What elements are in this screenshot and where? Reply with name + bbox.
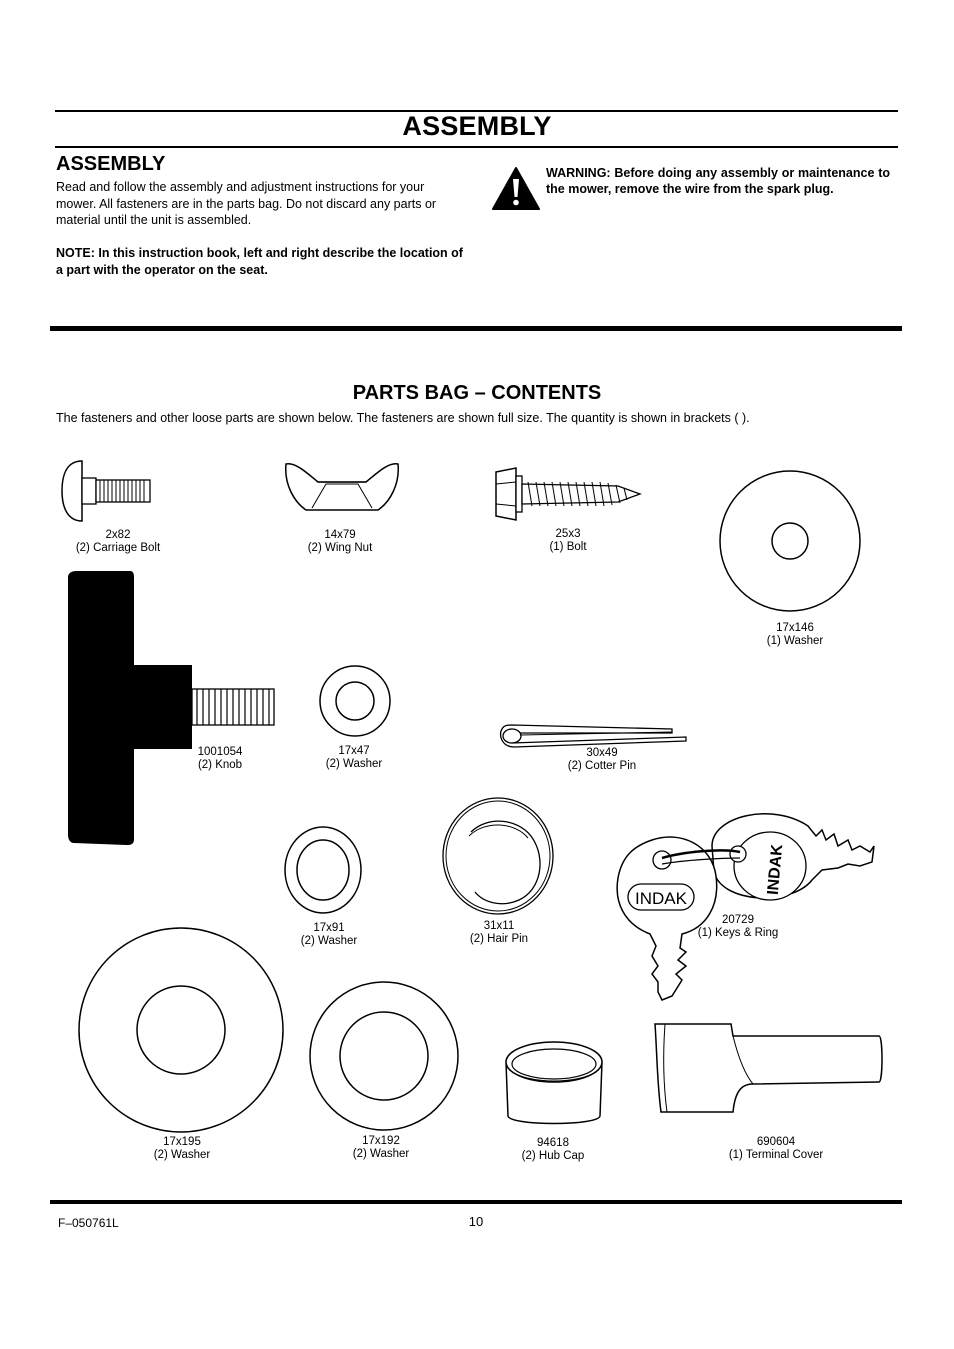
keys-and-ring-icon	[612, 806, 878, 1002]
exclamation-triangle-icon	[491, 166, 541, 211]
part-label-carriage-bolt: 2x82 (2) Carriage Bolt	[75, 529, 161, 554]
key-brand-front: INDAK	[635, 889, 687, 908]
hub-cap-icon	[502, 1040, 606, 1128]
knob-icon	[64, 569, 280, 847]
parts-bag-heading: PARTS BAG – CONTENTS	[352, 382, 602, 404]
terminal-cover-icon	[653, 1022, 885, 1116]
hair-pin-icon	[441, 796, 559, 918]
part-label-washer-17x146: 17x146 (1) Washer	[766, 622, 824, 647]
washer-17x47-icon	[318, 664, 392, 738]
part-label-terminal-cover: 690604 (1) Terminal Cover	[728, 1136, 824, 1161]
title-rule	[55, 146, 898, 148]
assembly-note: NOTE: In this instruction book, left and right describe the location of a part with the operator on the seat.	[56, 246, 463, 277]
assembly-heading: ASSEMBLY	[56, 153, 166, 175]
key-brand-back: INDAK	[764, 843, 787, 896]
part-label-bolt: 25x3 (1) Bolt	[549, 528, 587, 553]
warning-text: WARNING: Before doing any assembly or maintenance to the mower, remove the wire from the spark plug.	[546, 166, 890, 196]
part-label-washer-17x195: 17x195 (2) Washer	[153, 1136, 211, 1161]
parts-bag-intro: The fasteners and other loose parts are shown below. The fasteners are shown full size. The quantity is shown in brackets ( ).	[56, 411, 750, 425]
carriage-bolt-icon	[60, 458, 160, 526]
page-number: 10	[468, 1214, 484, 1229]
part-label-washer-17x91: 17x91 (2) Washer	[300, 922, 358, 947]
wing-nut-icon	[282, 460, 402, 512]
washer-17x192-icon	[308, 980, 460, 1132]
footer-rule	[50, 1200, 902, 1204]
washer-17x91-icon	[283, 825, 363, 915]
doc-code: F–050761L	[58, 1216, 119, 1230]
part-label-washer-17x47: 17x47 (2) Washer	[325, 745, 383, 770]
part-label-hair-pin: 31x11 (2) Hair Pin	[469, 920, 529, 945]
page-title: ASSEMBLY	[402, 111, 552, 141]
part-label-keys-ring: 20729 (1) Keys & Ring	[697, 914, 779, 939]
part-label-wing-nut: 14x79 (2) Wing Nut	[307, 529, 373, 554]
hex-bolt-icon	[492, 466, 644, 524]
section-divider	[50, 326, 902, 331]
assembly-intro: Read and follow the assembly and adjustment instructions for your mower. All fasteners are in the parts bag. Do not discard any parts or material until the unit is assembled.	[56, 180, 437, 227]
washer-17x146-icon	[719, 470, 861, 612]
part-label-cotter-pin: 30x49 (2) Cotter Pin	[567, 747, 637, 772]
washer-17x195-icon	[77, 926, 285, 1134]
part-label-washer-17x192: 17x192 (2) Washer	[352, 1135, 410, 1160]
part-label-knob: 1001054 (2) Knob	[197, 746, 243, 771]
part-label-hub-cap: 94618 (2) Hub Cap	[521, 1137, 585, 1162]
